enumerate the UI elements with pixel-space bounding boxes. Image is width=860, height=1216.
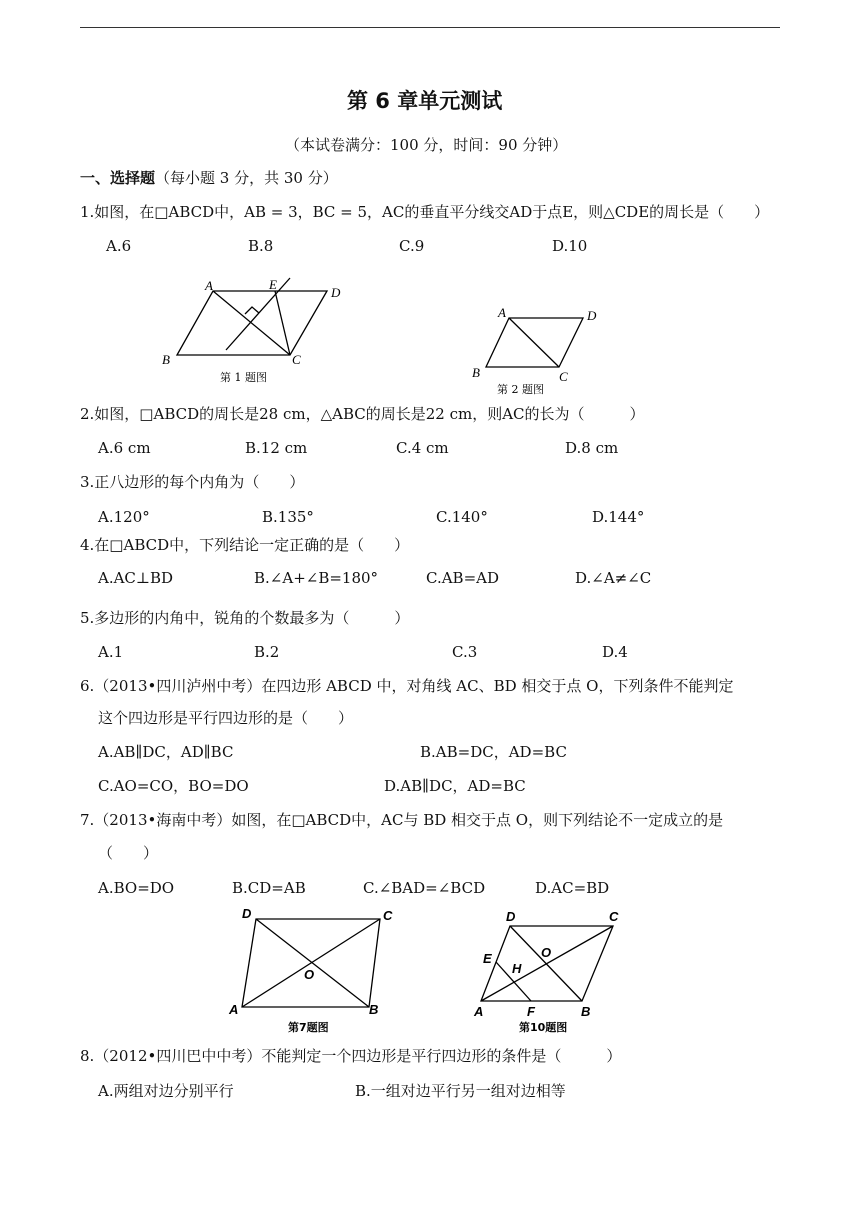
fig1-label-b: B: [162, 352, 170, 367]
question-6-stem-line2: 这个四边形是平行四边形的是（ ）: [98, 709, 354, 727]
q1-option-b: B.8: [248, 237, 274, 255]
q1-option-c: C.9: [399, 237, 425, 255]
q7-option-c: C.∠BAD=∠BCD: [363, 879, 486, 897]
fig2-caption: 第 2 题图: [497, 383, 544, 396]
q4-option-a: A.AC⊥BD: [98, 569, 174, 587]
fig10-label-b: B: [581, 1004, 591, 1019]
fig1-label-c: C: [292, 352, 301, 367]
fig10-label-f: F: [527, 1004, 535, 1019]
fig1-segment-ce: [275, 291, 290, 355]
q3-option-d: D.144°: [592, 508, 645, 526]
q4-option-b: B.∠A+∠B=180°: [254, 569, 379, 587]
question-7-stem-line2: （ ）: [98, 844, 159, 862]
q7-option-d: D.AC=BD: [535, 879, 610, 897]
q4-option-d: D.∠A≠∠C: [575, 569, 652, 587]
q6-option-c: C.AO=CO，BO=DO: [98, 777, 249, 795]
page-subtitle: （本试卷满分：100 分，时间：90 分钟）: [285, 136, 568, 154]
fig2-label-c: C: [559, 369, 568, 384]
question-6-stem-line1: 6.（2013•四川泸州中考）在四边形 ABCD 中，对角线 AC、BD 相交于点 O，下列条件不能判定: [80, 677, 734, 695]
fig10-label-e: E: [483, 951, 492, 966]
fig2-diagonal-ac: [509, 318, 559, 367]
fig10-label-d: D: [506, 909, 516, 924]
fig10-label-h: H: [512, 961, 522, 976]
fig7-label-o: O: [304, 967, 315, 982]
q2-option-d: D.8 cm: [565, 439, 619, 457]
fig2-label-d: D: [587, 308, 597, 323]
question-3-stem: 3.正八边形的每个内角为（ ）: [80, 473, 305, 491]
q3-option-c: C.140°: [436, 508, 488, 526]
fig7-label-c: C: [383, 908, 393, 923]
fig7-diagonal-db: [256, 919, 369, 1007]
q3-option-b: B.135°: [262, 508, 314, 526]
question-4-stem: 4.在□ABCD中，下列结论一定正确的是（ ）: [80, 536, 410, 554]
q6-option-d: D.AB∥DC，AD=BC: [384, 777, 526, 795]
fig1-right-angle-mark: [245, 307, 259, 314]
fig7-label-a: A: [229, 1002, 239, 1017]
fig10-label-c: C: [609, 909, 619, 924]
fig1-diagonal-ac: [213, 291, 290, 355]
q2-option-c: C.4 cm: [396, 439, 449, 457]
q7-option-b: B.CD=AB: [232, 879, 306, 897]
section-title: 一、选择题: [80, 169, 156, 187]
question-8-stem: 8.（2012•四川巴中中考）不能判定一个四边形是平行四边形的条件是（ ）: [80, 1047, 622, 1065]
q6-option-b: B.AB=DC，AD=BC: [420, 743, 567, 761]
q3-option-a: A.120°: [98, 508, 150, 526]
q6-option-a: A.AB∥DC，AD∥BC: [98, 743, 234, 761]
fig7-label-b: B: [369, 1002, 379, 1017]
page-title: 第 6 章单元测试: [347, 89, 503, 113]
fig1-label-a: A: [205, 278, 213, 293]
fig7-caption: 第7题图: [288, 1021, 329, 1034]
q5-option-a: A.1: [98, 643, 124, 661]
q1-option-a: A.6: [106, 237, 132, 255]
section-note: （每小题 3 分，共 30 分）: [155, 169, 338, 187]
q5-option-c: C.3: [452, 643, 478, 661]
question-7-stem-line1: 7.（2013•海南中考）如图，在□ABCD中，AC与 BD 相交于点 O，则下列结论不一定成立的是: [80, 811, 724, 829]
fig1-label-d: D: [331, 285, 341, 300]
fig10-label-o: O: [541, 945, 552, 960]
fig1-caption: 第 1 题图: [220, 371, 267, 384]
fig7-label-d: D: [242, 906, 252, 921]
q5-option-b: B.2: [254, 643, 280, 661]
q7-option-a: A.BO=DO: [98, 879, 175, 897]
question-1-stem: 1.如图，在□ABCD中，AB = 3，BC = 5，AC的垂直平分线交AD于点E，则△CDE的周长是（ ）: [80, 203, 770, 221]
question-5-stem: 5.多边形的内角中，锐角的个数最多为（ ）: [80, 609, 410, 627]
fig2-label-a: A: [498, 305, 506, 320]
q8-option-b: B.一组对边平行另一组对边相等: [355, 1082, 566, 1100]
fig10-diagonal-ac: [481, 926, 613, 1001]
q2-option-a: A.6 cm: [98, 439, 151, 457]
fig7-diagonal-ac: [242, 919, 380, 1007]
question-2-stem: 2.如图，□ABCD的周长是28 cm，△ABC的周长是22 cm，则AC的长为（ ）: [80, 405, 645, 423]
fig10-caption: 第10题图: [519, 1021, 568, 1034]
q5-option-d: D.4: [602, 643, 628, 661]
q8-option-a: A.两组对边分别平行: [98, 1082, 234, 1100]
q2-option-b: B.12 cm: [245, 439, 308, 457]
q1-option-d: D.10: [552, 237, 588, 255]
fig10-label-a: A: [474, 1004, 484, 1019]
q4-option-c: C.AB=AD: [426, 569, 499, 587]
fig2-label-b: B: [472, 365, 480, 380]
fig1-label-e: E: [269, 277, 277, 292]
